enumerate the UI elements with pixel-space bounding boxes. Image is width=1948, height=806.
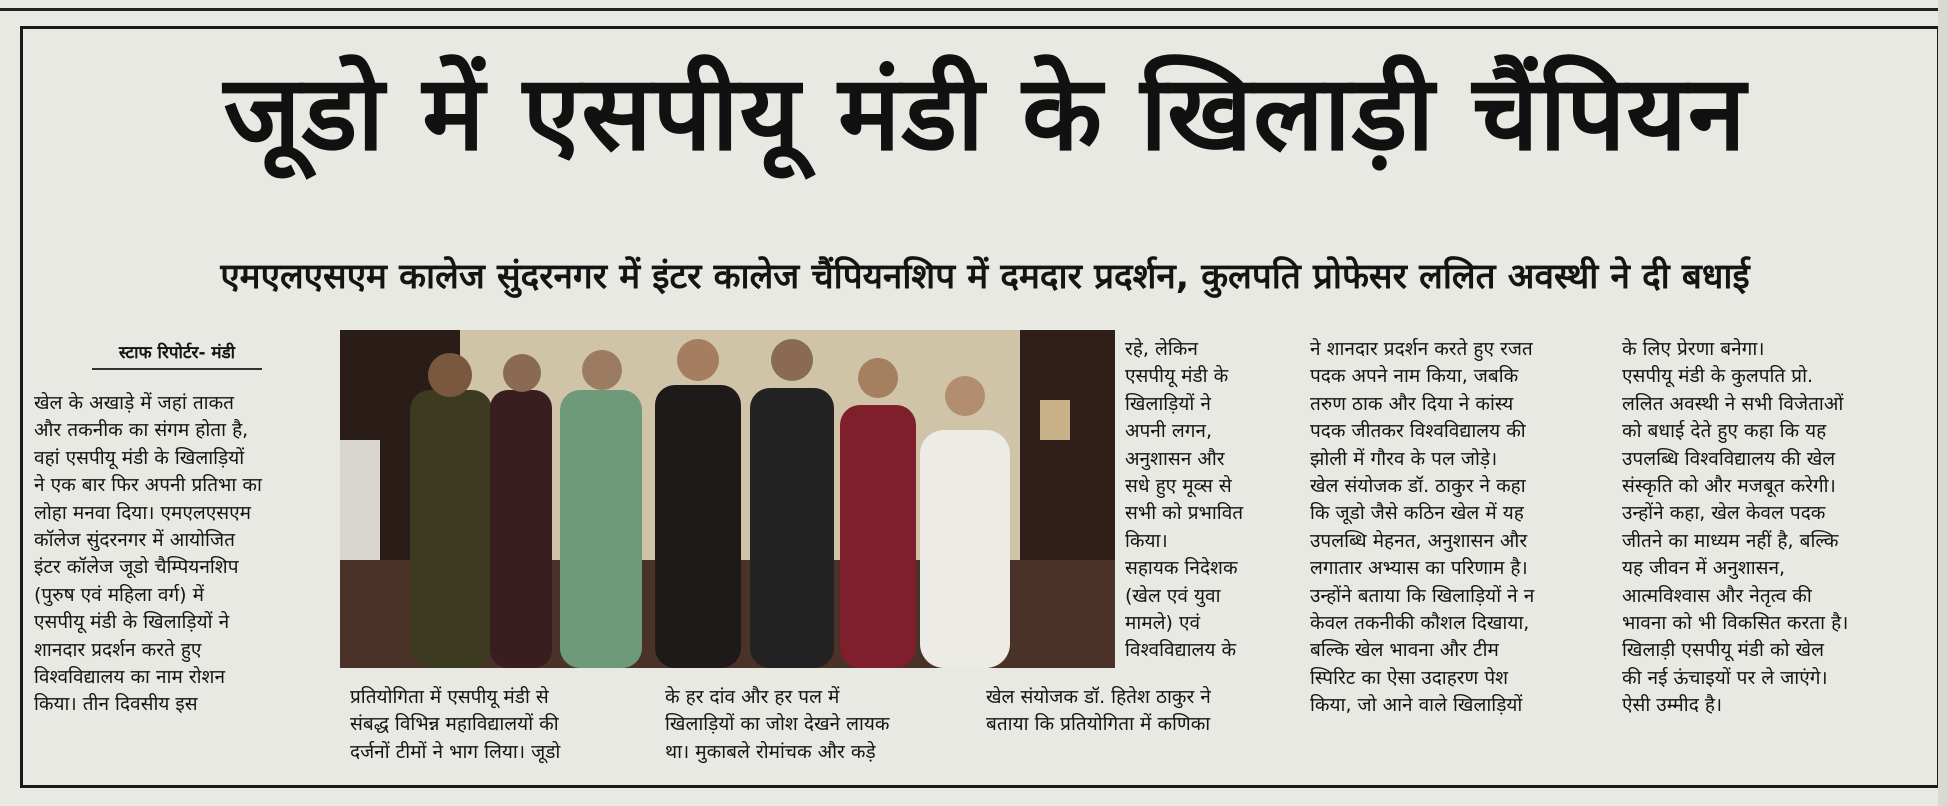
article-column-6: ने शानदार प्रदर्शन करते हुए रजत पदक अपने नाम किया, जबकि तरुण ठाक और दिया ने कांस्य पदक जीतकर विश्वविद्यालय की झोली में गौरव के पल जोड़े। खेल संयोजक डॉ. ठाकुर ने कहा कि जूडो जैसे कठिन खेल में यह उपलब्धि मेहनत, अनुशासन और लगातार अभ्यास का परिणाम है। उन्होंने बताया कि खिलाड़ियों ने न केवल तकनीकी कौशल दिखाया, बल्कि खेल भावना और टीम स्पिरिट का ऐसा उदाहरण पेश किया, जो आने वाले खिलाड़ियों — [1310, 338, 1535, 717]
subheadline: एमएलएसएम कालेज सुंदरनगर में इंटर कालेज चैंपियनशिप में दमदार प्रदर्शन, कुलपति प्रोफेसर ललित अवस्थी ने दी बधाई — [220, 257, 1750, 297]
article-column-7: के लिए प्रेरणा बनेगा। एसपीयू मंडी के कुलपति प्रो. ललित अवस्थी ने सभी विजेताओं को बधाई देते हुए कहा कि यह उपलब्धि विश्वविद्यालय की खेल संस्कृति को और मजबूत करेगी। उन्होंने कहा, खेल केवल पदक जीतने का माध्यम नहीं है, बल्कि यह जीवन में अनुशासन, आत्मविश्वास और नेतृत्व की भावना को भी विकसित करता है। खिलाड़ी एसपीयू मंडी को खेल की नई ऊंचाइयों पर ले जाएंगे। ऐसी उम्मीद है। — [1622, 338, 1849, 717]
byline: स्टाफ रिपोर्टर- मंडी — [92, 342, 262, 370]
group-photo — [340, 330, 1115, 668]
article-column-4: खेल संयोजक डॉ. हितेश ठाकुर ने बताया कि प्रतियोगिता में कणिका — [986, 686, 1211, 736]
article-column-5: रहे, लेकिन एसपीयू मंडी के खिलाड़ियों ने अपनी लगन, अनुशासन और सधे हुए मूव्स से सभी को प्रभावित किया। सहायक निदेशक (खेल एवं युवा मामले) एवं विश्वविद्यालय के — [1125, 338, 1244, 662]
article-column-2: प्रतियोगिता में एसपीयू मंडी से संबद्ध विभिन्न महाविद्यालयों की दर्जनों टीमों ने भाग लिया। जूडो — [350, 686, 561, 763]
page-edge — [1938, 0, 1948, 806]
top-rule — [0, 8, 1948, 11]
headline: जूडो में एसपीयू मंडी के खिलाड़ी चैंपियन — [223, 52, 1747, 174]
article-column-3: के हर दांव और हर पल में खिलाड़ियों का जोश देखने लायक था। मुकाबले रोमांचक और कड़े — [665, 686, 890, 763]
article-column-1: खेल के अखाड़े में जहां ताकत और तकनीक का संगम होता है, वहां एसपीयू मंडी के खिलाड़ियों ने एक बार फिर अपनी प्रतिभा का लोहा मनवा दिया। एमएलएसएम कॉलेज सुंदरनगर में आयोजित इंटर कॉलेज जूडो चैम्पियनशिप (पुरुष एवं महिला वर्ग) में एसपीयू मंडी के खिलाड़ियों ने शानदार प्रदर्शन करते हुए विश्वविद्यालय का नाम रोशन किया। तीन दिवसीय इस — [34, 392, 262, 716]
